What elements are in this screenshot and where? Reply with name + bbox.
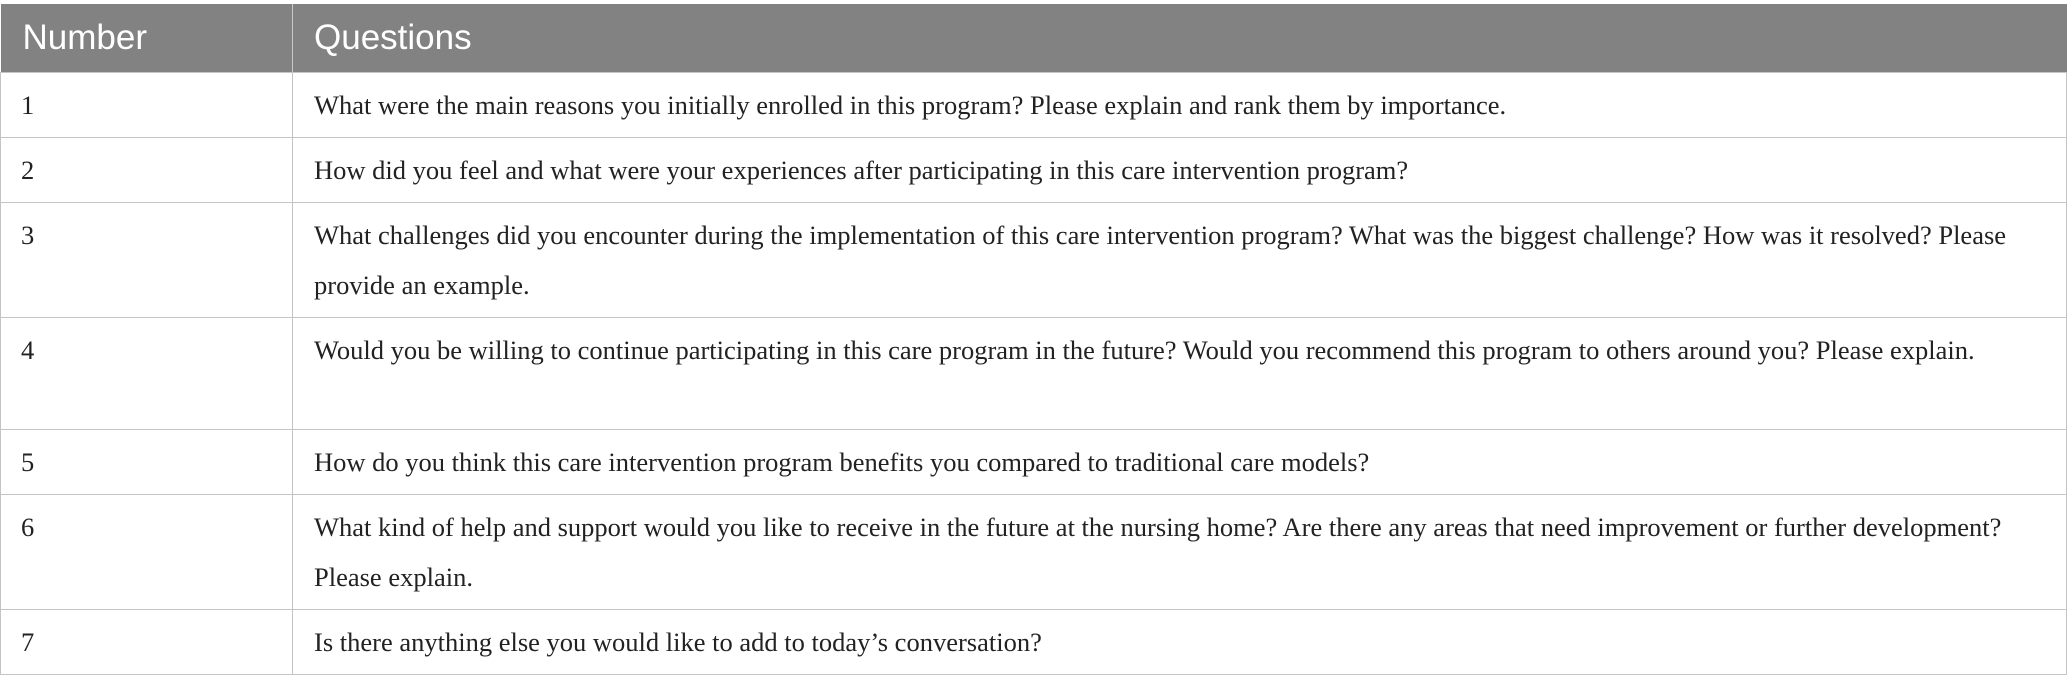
- row-number: 2: [1, 137, 293, 202]
- table-header: [1, 4, 2067, 72]
- row-question: What were the main reasons you initially enrolled in this program? Please explain and rank them by importance.: [293, 72, 2067, 137]
- table-body: [1, 72, 2067, 674]
- table-row: [1, 494, 2067, 609]
- row-number: 3: [1, 202, 293, 317]
- questions-table-container: [0, 4, 2066, 675]
- row-question: What challenges did you encounter during the implementation of this care intervention program? What was the biggest challenge? How was it resolved? Please provide an example.: [293, 202, 2067, 317]
- row-number: 7: [1, 609, 293, 674]
- table-row: [1, 317, 2067, 429]
- interview-questions-table: [0, 4, 2067, 675]
- row-question: Would you be willing to continue participating in this care program in the future? Would you recommend this program to others around you? Please explain.: [293, 317, 2067, 429]
- table-row: [1, 202, 2067, 317]
- table-row: [1, 137, 2067, 202]
- table-row: [1, 609, 2067, 674]
- header-row: [1, 4, 2067, 72]
- row-number: 5: [1, 429, 293, 494]
- row-question: What kind of help and support would you like to receive in the future at the nursing home? Are there any areas that need improvement or further development? Please explain.: [293, 494, 2067, 609]
- row-question: How did you feel and what were your experiences after participating in this care intervention program?: [293, 137, 2067, 202]
- row-question: Is there anything else you would like to add to today’s conversation?: [293, 609, 2067, 674]
- column-header-number: Number: [1, 4, 293, 72]
- row-question: How do you think this care intervention program benefits you compared to traditional care models?: [293, 429, 2067, 494]
- row-number: 4: [1, 317, 293, 429]
- table-row: [1, 72, 2067, 137]
- row-number: 6: [1, 494, 293, 609]
- row-number: 1: [1, 72, 293, 137]
- table-row: [1, 429, 2067, 494]
- column-header-questions: Questions: [293, 4, 2067, 72]
